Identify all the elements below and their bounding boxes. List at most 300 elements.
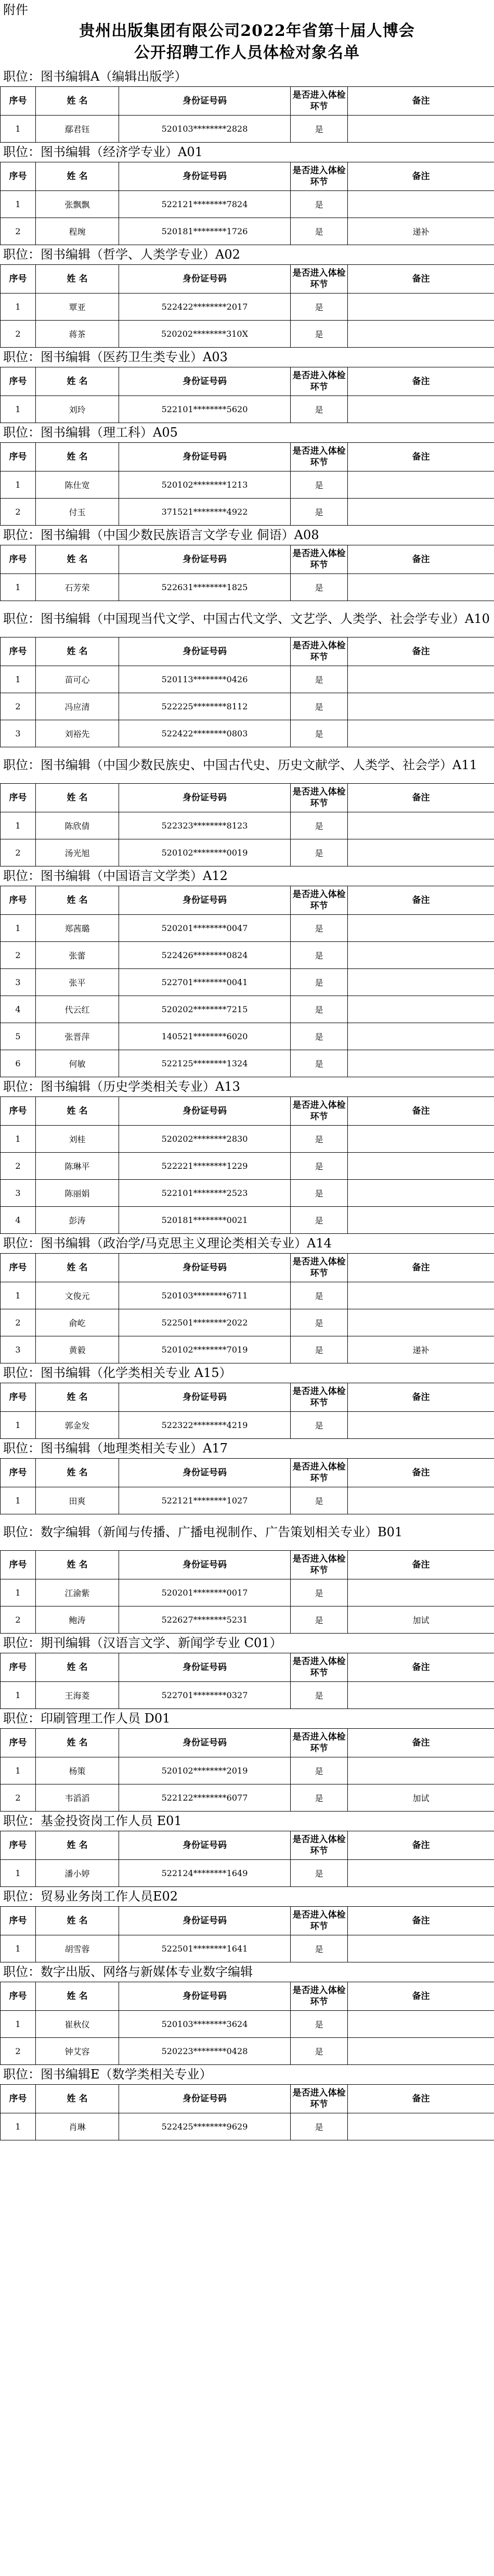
table-row: [1, 1126, 494, 1153]
header-seq: 序号: [1, 1097, 36, 1126]
row-name: 肖琳: [36, 2113, 119, 2140]
table-row: [1, 1023, 494, 1050]
candidate-table: [0, 1383, 494, 1439]
row-id-number: 520202********7215: [119, 996, 291, 1023]
row-id-number: 522124********1649: [119, 1860, 291, 1887]
header-id-number: 身份证号码: [119, 1383, 291, 1412]
row-id-number: 522501********1641: [119, 1935, 291, 1962]
table-header-row: [1, 265, 494, 294]
row-name: 张平: [36, 969, 119, 996]
header-seq: 序号: [1, 2085, 36, 2113]
row-entered: 是: [291, 693, 348, 720]
row-seq: 1: [1, 1487, 36, 1514]
row-name: 俞屹: [36, 1309, 119, 1336]
table-header-row: [1, 1831, 494, 1860]
position-title: 职位：图书编辑E（数学类相关专业）: [3, 2067, 212, 2082]
candidate-table: [0, 2084, 494, 2140]
row-entered: 是: [291, 294, 348, 321]
header-id-number: 身份证号码: [119, 1729, 291, 1757]
header-entered: 是否进入体检环节: [291, 1097, 348, 1126]
header-name: 姓 名: [36, 784, 119, 812]
document-title-line-1: 贵州出版集团有限公司2022年省第十届人博会: [79, 22, 415, 40]
table-header-row: [1, 886, 494, 915]
table-row: [1, 1282, 494, 1309]
header-id-number: 身份证号码: [119, 1097, 291, 1126]
row-name: 鄢君钰: [36, 116, 119, 143]
row-seq: 1: [1, 294, 36, 321]
row-id-number: 522322********4219: [119, 1412, 291, 1439]
table-header-row: [1, 1551, 494, 1579]
row-id-number: 522425********9629: [119, 2113, 291, 2140]
table-row: [1, 471, 494, 499]
candidate-table: [0, 1096, 494, 1234]
position-title: 职位：印刷管理工作人员 D01: [3, 1711, 171, 1726]
table-row: [1, 915, 494, 942]
header-remarks: 备注: [348, 443, 494, 471]
table-row: [1, 1606, 494, 1634]
table-row: [1, 693, 494, 720]
row-name: 刘玲: [36, 396, 119, 423]
row-seq: 3: [1, 720, 36, 747]
candidate-table: [0, 1253, 494, 1363]
row-remarks: [348, 191, 494, 218]
header-entered: 是否进入体检环节: [291, 1551, 348, 1579]
table-header-row: [1, 1254, 494, 1282]
row-remarks: 加试: [348, 1606, 494, 1634]
table-row: [1, 1860, 494, 1887]
header-name: 姓 名: [36, 1831, 119, 1860]
row-entered: 是: [291, 396, 348, 423]
row-seq: 1: [1, 116, 36, 143]
table-row: [1, 396, 494, 423]
table-row: [1, 1180, 494, 1207]
row-remarks: [348, 915, 494, 942]
candidate-table: [0, 1831, 494, 1887]
position-title: 职位：图书编辑（经济学专业）A01: [3, 145, 203, 159]
position-title: 职位：数字出版、网络与新媒体专业数字编辑: [3, 1965, 253, 1979]
candidate-table: [0, 1550, 494, 1634]
row-entered: 是: [291, 321, 348, 348]
header-entered: 是否进入体检环节: [291, 1907, 348, 1935]
table-header-row: [1, 87, 494, 116]
row-seq: 2: [1, 499, 36, 526]
row-name: 陈欣倩: [36, 812, 119, 839]
row-entered: 是: [291, 1412, 348, 1439]
row-seq: 1: [1, 1126, 36, 1153]
row-seq: 1: [1, 396, 36, 423]
header-name: 姓 名: [36, 1551, 119, 1579]
header-entered: 是否进入体检环节: [291, 1653, 348, 1682]
header-id-number: 身份证号码: [119, 1653, 291, 1682]
row-seq: 5: [1, 1023, 36, 1050]
row-seq: 1: [1, 2113, 36, 2140]
header-seq: 序号: [1, 1383, 36, 1412]
row-entered: 是: [291, 1487, 348, 1514]
row-remarks: 加试: [348, 1784, 494, 1812]
row-seq: 1: [1, 1579, 36, 1606]
header-entered: 是否进入体检环节: [291, 545, 348, 574]
header-seq: 序号: [1, 265, 36, 294]
row-entered: 是: [291, 1309, 348, 1336]
table-row: [1, 1784, 494, 1812]
header-remarks: 备注: [348, 1982, 494, 2011]
position-title: 职位：图书编辑（中国语言文学类）A12: [3, 869, 228, 883]
header-entered: 是否进入体检环节: [291, 784, 348, 812]
row-entered: 是: [291, 720, 348, 747]
row-id-number: 522323********8123: [119, 812, 291, 839]
table-row: [1, 1050, 494, 1077]
row-name: 江渝紫: [36, 1579, 119, 1606]
header-id-number: 身份证号码: [119, 87, 291, 116]
header-entered: 是否进入体检环节: [291, 1383, 348, 1412]
row-remarks: [348, 321, 494, 348]
table-row: [1, 996, 494, 1023]
header-id-number: 身份证号码: [119, 1982, 291, 2011]
table-row: [1, 1757, 494, 1784]
row-seq: 1: [1, 1935, 36, 1962]
row-id-number: 522627********5231: [119, 1606, 291, 1634]
row-entered: 是: [291, 1153, 348, 1180]
row-seq: 2: [1, 2038, 36, 2065]
header-entered: 是否进入体检环节: [291, 1982, 348, 2011]
row-seq: 1: [1, 1682, 36, 1709]
table-row: [1, 720, 494, 747]
header-remarks: 备注: [348, 637, 494, 666]
table-row: [1, 1935, 494, 1962]
row-entered: 是: [291, 2011, 348, 2038]
header-id-number: 身份证号码: [119, 886, 291, 915]
row-id-number: 520181********0021: [119, 1207, 291, 1234]
row-remarks: [348, 1935, 494, 1962]
row-remarks: 递补: [348, 1336, 494, 1363]
header-entered: 是否进入体检环节: [291, 637, 348, 666]
table-row: [1, 1153, 494, 1180]
header-id-number: 身份证号码: [119, 367, 291, 396]
row-entered: 是: [291, 1023, 348, 1050]
header-entered: 是否进入体检环节: [291, 2085, 348, 2113]
table-row: [1, 116, 494, 143]
row-entered: 是: [291, 666, 348, 693]
row-entered: 是: [291, 969, 348, 996]
candidate-table: [0, 264, 494, 348]
row-id-number: 520102********2019: [119, 1757, 291, 1784]
table-row: [1, 812, 494, 839]
table-header-row: [1, 2085, 494, 2113]
row-id-number: 520102********0019: [119, 839, 291, 866]
position-title: 职位：图书编辑（中国少数民族语言文学专业 侗语）A08: [3, 528, 319, 542]
row-id-number: 520202********2830: [119, 1126, 291, 1153]
table-row: [1, 1207, 494, 1234]
row-name: 蒋茶: [36, 321, 119, 348]
header-remarks: 备注: [348, 87, 494, 116]
candidate-table: [0, 162, 494, 245]
candidate-table: [0, 1653, 494, 1709]
row-id-number: 522125********1324: [119, 1050, 291, 1077]
row-remarks: [348, 1050, 494, 1077]
row-remarks: [348, 471, 494, 499]
header-remarks: 备注: [348, 1831, 494, 1860]
row-id-number: 522701********0041: [119, 969, 291, 996]
header-id-number: 身份证号码: [119, 545, 291, 574]
row-name: 鲍涛: [36, 1606, 119, 1634]
row-id-number: 520103********2828: [119, 116, 291, 143]
row-name: 杨策: [36, 1757, 119, 1784]
row-id-number: 520102********1213: [119, 471, 291, 499]
header-name: 姓 名: [36, 162, 119, 191]
header-remarks: 备注: [348, 1551, 494, 1579]
row-name: 覃亚: [36, 294, 119, 321]
header-name: 姓 名: [36, 1729, 119, 1757]
table-header-row: [1, 1097, 494, 1126]
table-header-row: [1, 1907, 494, 1935]
row-entered: 是: [291, 1336, 348, 1363]
row-seq: 1: [1, 915, 36, 942]
row-remarks: [348, 1682, 494, 1709]
row-id-number: 520202********310X: [119, 321, 291, 348]
row-id-number: 522121********1027: [119, 1487, 291, 1514]
header-name: 姓 名: [36, 1383, 119, 1412]
row-id-number: 522701********0327: [119, 1682, 291, 1709]
row-entered: 是: [291, 574, 348, 601]
row-name: 胡雪蓉: [36, 1935, 119, 1962]
header-seq: 序号: [1, 443, 36, 471]
row-id-number: 520103********3624: [119, 2011, 291, 2038]
header-remarks: 备注: [348, 1729, 494, 1757]
row-name: 王海菱: [36, 1682, 119, 1709]
row-name: 钟艾容: [36, 2038, 119, 2065]
header-remarks: 备注: [348, 265, 494, 294]
row-remarks: [348, 996, 494, 1023]
table-header-row: [1, 1982, 494, 2011]
table-header-row: [1, 637, 494, 666]
row-entered: 是: [291, 812, 348, 839]
header-seq: 序号: [1, 162, 36, 191]
header-name: 姓 名: [36, 886, 119, 915]
row-name: 韦滔滔: [36, 1784, 119, 1812]
row-remarks: [348, 1412, 494, 1439]
row-seq: 1: [1, 471, 36, 499]
row-remarks: [348, 1126, 494, 1153]
table-header-row: [1, 545, 494, 574]
row-name: 彭涛: [36, 1207, 119, 1234]
header-name: 姓 名: [36, 265, 119, 294]
row-entered: 是: [291, 942, 348, 969]
row-entered: 是: [291, 1606, 348, 1634]
header-id-number: 身份证号码: [119, 1551, 291, 1579]
row-name: 潘小婷: [36, 1860, 119, 1887]
header-seq: 序号: [1, 886, 36, 915]
header-remarks: 备注: [348, 886, 494, 915]
header-entered: 是否进入体检环节: [291, 886, 348, 915]
position-title: 职位：图书编辑（化学类相关专业 A15）: [3, 1366, 232, 1380]
row-seq: 6: [1, 1050, 36, 1077]
header-entered: 是否进入体检环节: [291, 162, 348, 191]
row-seq: 2: [1, 942, 36, 969]
header-seq: 序号: [1, 1831, 36, 1860]
table-row: [1, 499, 494, 526]
row-entered: 是: [291, 996, 348, 1023]
position-title: 职位：图书编辑（医药卫生类专业）A03: [3, 350, 228, 364]
row-entered: 是: [291, 1050, 348, 1077]
candidate-table: [0, 1906, 494, 1962]
table-row: [1, 1579, 494, 1606]
header-id-number: 身份证号码: [119, 265, 291, 294]
header-remarks: 备注: [348, 162, 494, 191]
position-title: 职位：基金投资岗工作人员 E01: [3, 1814, 182, 1828]
table-header-row: [1, 784, 494, 812]
table-row: [1, 1336, 494, 1363]
header-entered: 是否进入体检环节: [291, 1831, 348, 1860]
row-id-number: 520102********7019: [119, 1336, 291, 1363]
header-remarks: 备注: [348, 545, 494, 574]
row-entered: 是: [291, 1935, 348, 1962]
row-seq: 1: [1, 574, 36, 601]
table-header-row: [1, 443, 494, 471]
row-id-number: 520201********0017: [119, 1579, 291, 1606]
row-seq: 4: [1, 996, 36, 1023]
header-seq: 序号: [1, 367, 36, 396]
header-name: 姓 名: [36, 443, 119, 471]
table-row: [1, 321, 494, 348]
row-name: 代云红: [36, 996, 119, 1023]
row-name: 郭金发: [36, 1412, 119, 1439]
header-seq: 序号: [1, 87, 36, 116]
row-seq: 3: [1, 1180, 36, 1207]
row-entered: 是: [291, 1757, 348, 1784]
row-name: 张晋萍: [36, 1023, 119, 1050]
table-row: [1, 2011, 494, 2038]
header-remarks: 备注: [348, 2085, 494, 2113]
row-name: 黄毅: [36, 1336, 119, 1363]
position-title: 职位：图书编辑（地理类相关专业）A17: [3, 1441, 228, 1456]
header-name: 姓 名: [36, 1653, 119, 1682]
header-id-number: 身份证号码: [119, 443, 291, 471]
row-entered: 是: [291, 1180, 348, 1207]
table-row: [1, 2113, 494, 2140]
row-remarks: [348, 969, 494, 996]
row-remarks: 递补: [348, 218, 494, 245]
row-remarks: [348, 1860, 494, 1887]
row-id-number: 520223********0428: [119, 2038, 291, 2065]
row-name: 石芳荣: [36, 574, 119, 601]
row-entered: 是: [291, 191, 348, 218]
header-name: 姓 名: [36, 1254, 119, 1282]
row-id-number: 522122********6077: [119, 1784, 291, 1812]
row-id-number: 522221********1229: [119, 1153, 291, 1180]
table-row: [1, 942, 494, 969]
row-seq: 1: [1, 1412, 36, 1439]
header-id-number: 身份证号码: [119, 1907, 291, 1935]
header-name: 姓 名: [36, 2085, 119, 2113]
header-name: 姓 名: [36, 1097, 119, 1126]
header-name: 姓 名: [36, 545, 119, 574]
header-id-number: 身份证号码: [119, 1459, 291, 1487]
row-entered: 是: [291, 218, 348, 245]
header-entered: 是否进入体检环节: [291, 1459, 348, 1487]
row-seq: 2: [1, 1606, 36, 1634]
position-title: 职位：期刊编辑（汉语言文学、新闻学专业 C01）: [3, 1636, 282, 1650]
row-name: 何敏: [36, 1050, 119, 1077]
row-name: 陈丽娟: [36, 1180, 119, 1207]
candidate-table: [0, 783, 494, 866]
row-id-number: 520201********0047: [119, 915, 291, 942]
row-id-number: 140521********6020: [119, 1023, 291, 1050]
table-row: [1, 1487, 494, 1514]
row-name: 刘桂: [36, 1126, 119, 1153]
row-seq: 1: [1, 1282, 36, 1309]
row-remarks: [348, 2011, 494, 2038]
row-entered: 是: [291, 1126, 348, 1153]
candidate-table: [0, 545, 494, 601]
header-remarks: 备注: [348, 1383, 494, 1412]
candidate-table: [0, 886, 494, 1077]
row-remarks: [348, 1757, 494, 1784]
row-name: 付玉: [36, 499, 119, 526]
header-id-number: 身份证号码: [119, 2085, 291, 2113]
header-remarks: 备注: [348, 367, 494, 396]
position-title: 职位：图书编辑A（编辑出版学）: [3, 69, 187, 84]
header-id-number: 身份证号码: [119, 637, 291, 666]
row-id-number: 522101********2523: [119, 1180, 291, 1207]
row-entered: 是: [291, 2113, 348, 2140]
row-entered: 是: [291, 1282, 348, 1309]
row-id-number: 520181********1726: [119, 218, 291, 245]
header-name: 姓 名: [36, 1459, 119, 1487]
candidate-table: [0, 367, 494, 423]
candidate-table: [0, 1728, 494, 1812]
row-remarks: [348, 1207, 494, 1234]
header-remarks: 备注: [348, 1907, 494, 1935]
header-entered: 是否进入体检环节: [291, 265, 348, 294]
header-seq: 序号: [1, 1254, 36, 1282]
row-remarks: [348, 1579, 494, 1606]
position-title: 职位：图书编辑（理工科）A05: [3, 425, 178, 440]
header-seq: 序号: [1, 784, 36, 812]
position-title: 职位：图书编辑（哲学、人类学专业）A02: [3, 247, 240, 262]
row-seq: 3: [1, 1336, 36, 1363]
row-name: 崔秋仪: [36, 2011, 119, 2038]
row-name: 陈琳平: [36, 1153, 119, 1180]
header-name: 姓 名: [36, 87, 119, 116]
row-seq: 1: [1, 812, 36, 839]
row-name: 刘裕先: [36, 720, 119, 747]
row-id-number: 522225********8112: [119, 693, 291, 720]
header-name: 姓 名: [36, 367, 119, 396]
table-header-row: [1, 1653, 494, 1682]
header-remarks: 备注: [348, 1653, 494, 1682]
table-row: [1, 1309, 494, 1336]
header-seq: 序号: [1, 1907, 36, 1935]
row-entered: 是: [291, 1579, 348, 1606]
row-name: 冯应清: [36, 693, 119, 720]
row-remarks: [348, 294, 494, 321]
row-name: 文俊元: [36, 1282, 119, 1309]
position-title: 职位：贸易业务岗工作人员E02: [3, 1889, 178, 1904]
candidate-table: [0, 442, 494, 526]
candidate-table: [0, 637, 494, 747]
row-remarks: [348, 1309, 494, 1336]
row-remarks: [348, 942, 494, 969]
row-id-number: 522121********7824: [119, 191, 291, 218]
row-remarks: [348, 720, 494, 747]
header-entered: 是否进入体检环节: [291, 1729, 348, 1757]
row-name: 张飘飘: [36, 191, 119, 218]
row-remarks: [348, 396, 494, 423]
row-id-number: 522631********1825: [119, 574, 291, 601]
table-row: [1, 294, 494, 321]
row-name: 苗可心: [36, 666, 119, 693]
row-remarks: [348, 2113, 494, 2140]
